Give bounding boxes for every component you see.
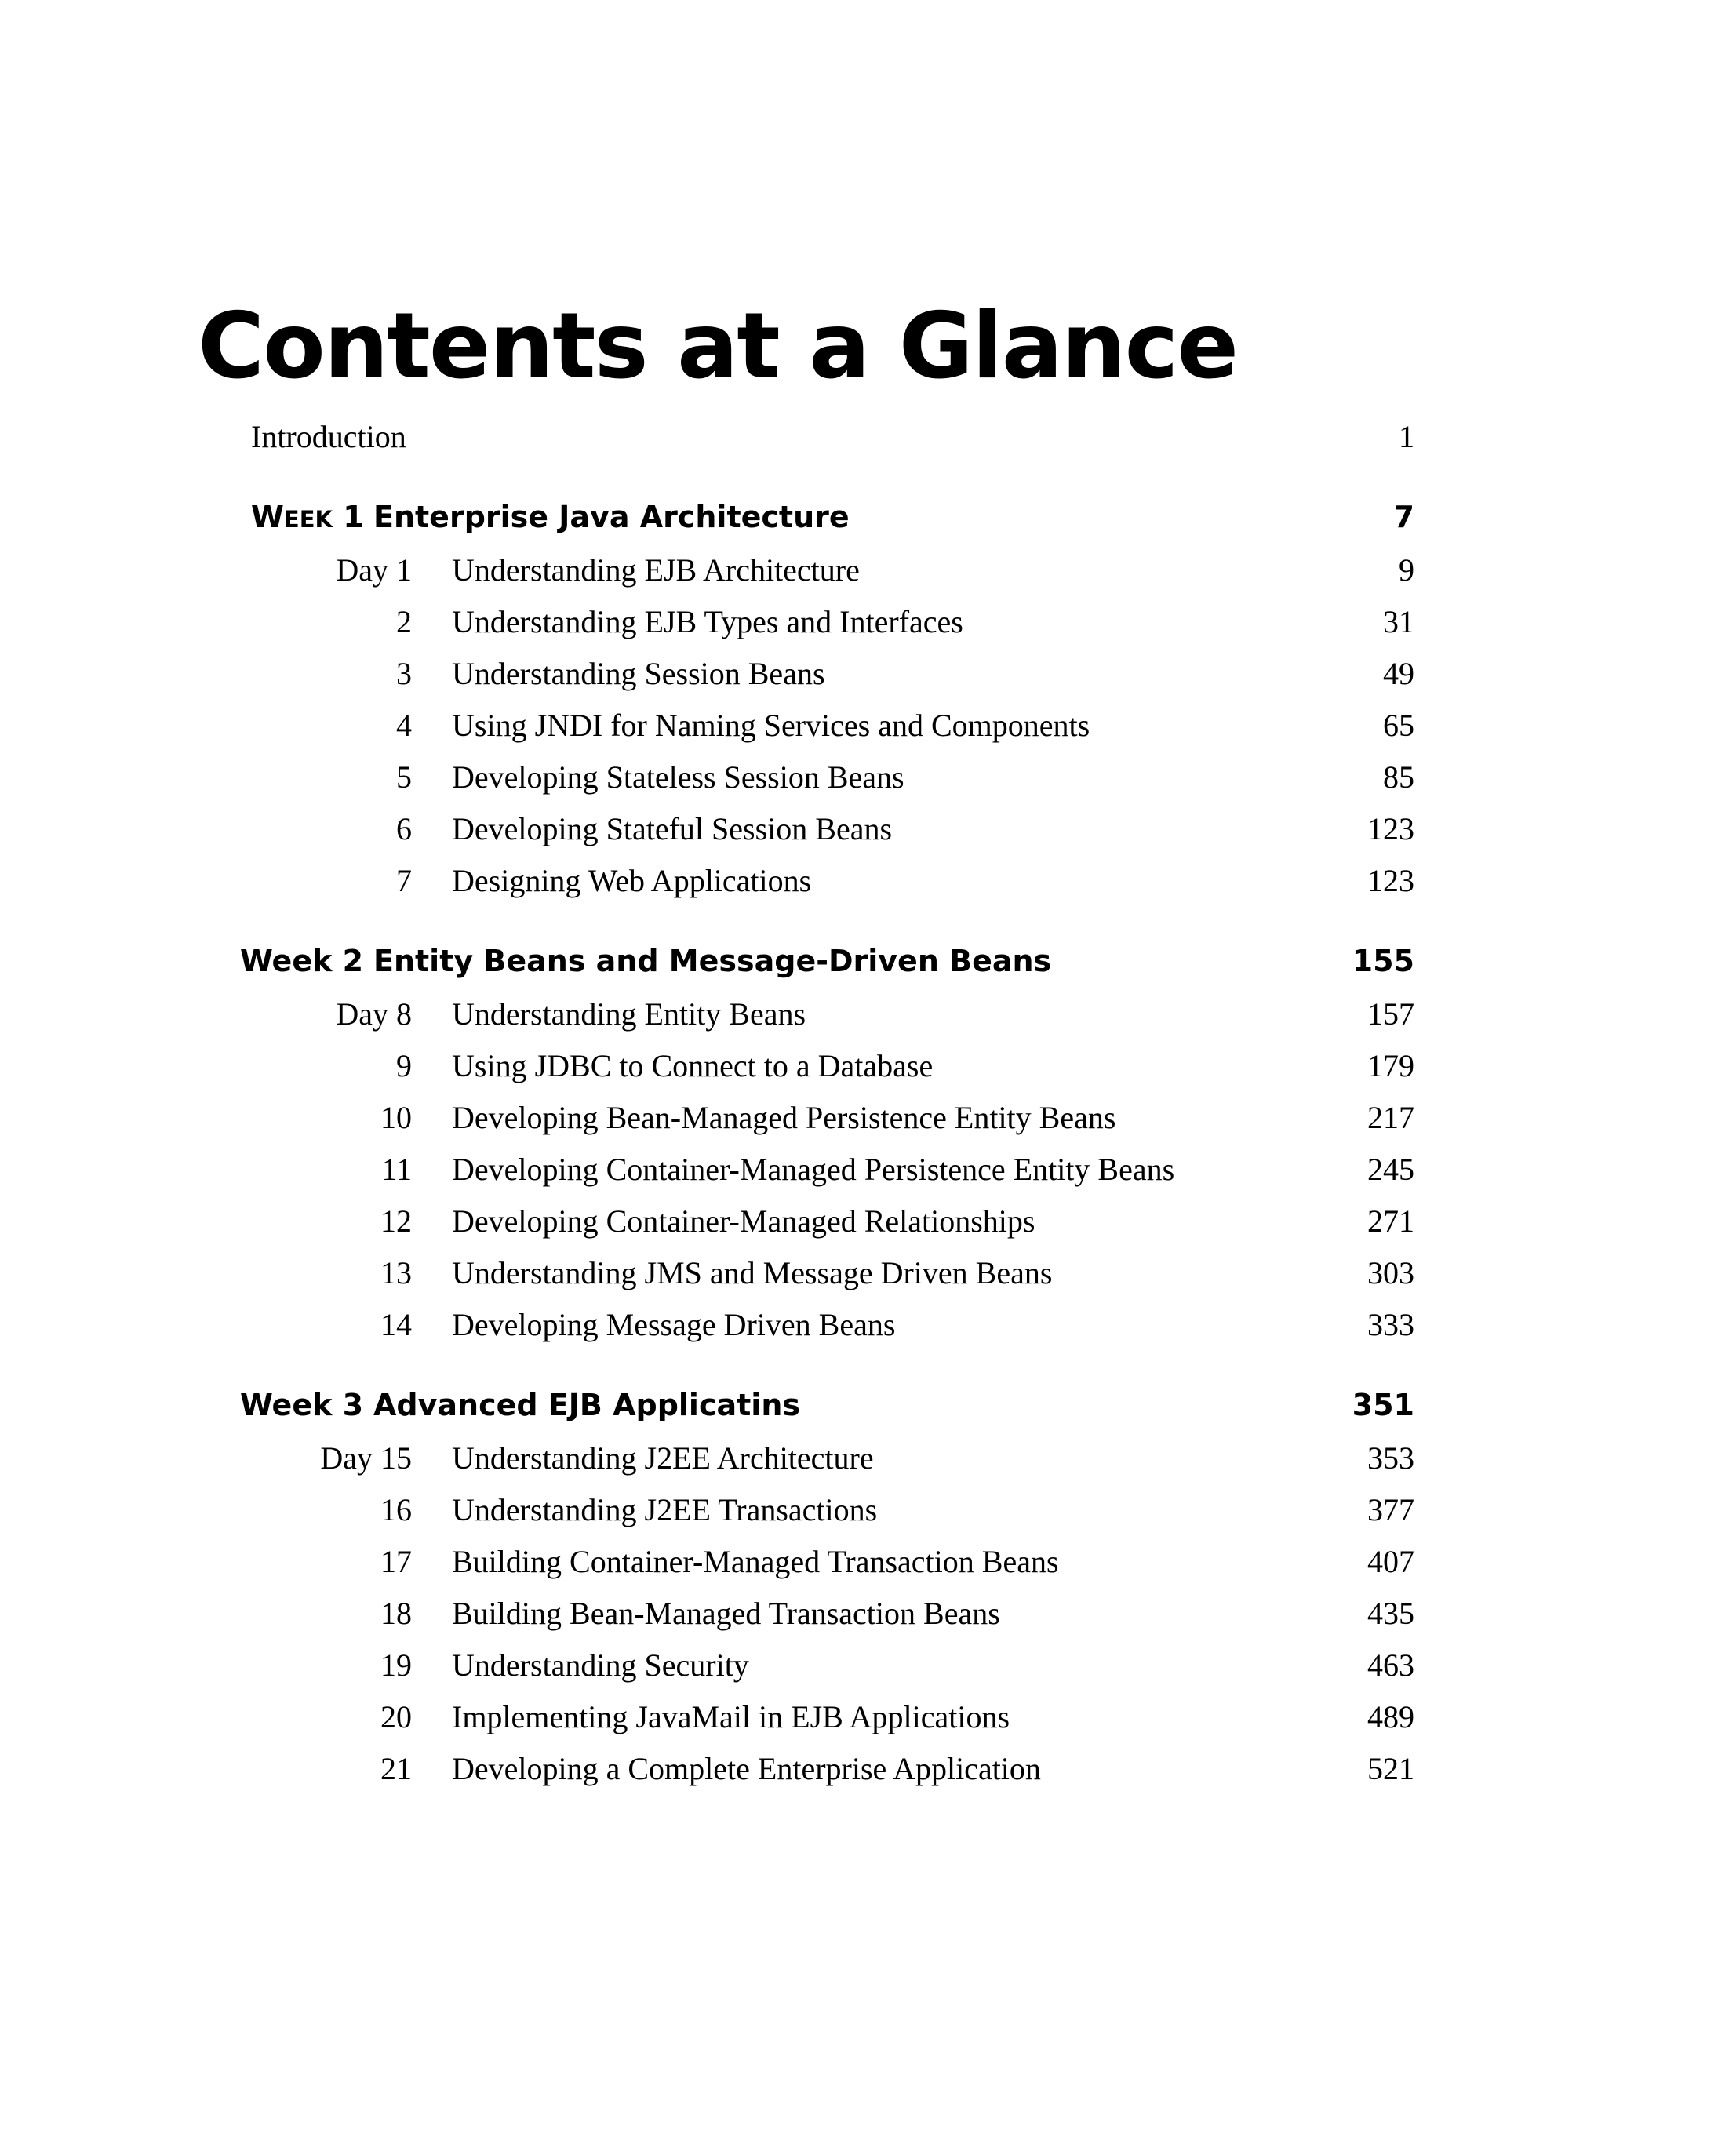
day-number: 2 [396,604,412,639]
day-title: Developing Stateful Session Beans [452,811,893,846]
toc-page-number: 377 [1367,1492,1414,1527]
day-title: Designing Web Applications [452,863,812,898]
toc-page-number: 245 [1367,1152,1414,1187]
toc-page-number: 521 [1367,1751,1414,1786]
day-number: Day 8 [336,996,412,1032]
day-title: Understanding J2EE Architecture [452,1440,874,1476]
day-title: Understanding JMS and Message Driven Beans [452,1255,1053,1290]
toc-page-number: 435 [1367,1596,1414,1631]
toc-day-entry[interactable] [0,1299,1736,1351]
week-label-number: 1 [343,500,364,534]
toc-page-number: 217 [1367,1100,1414,1135]
day-title: Building Bean-Managed Transaction Beans [452,1596,1000,1631]
day-number: 18 [380,1596,412,1631]
toc-day-entry[interactable] [0,1092,1736,1144]
toc-day-entry[interactable] [0,1432,1736,1484]
day-number: 5 [396,759,412,795]
week-title: Advanced EJB Applicatins [373,1388,800,1422]
toc-day-entry[interactable] [0,1743,1736,1795]
toc-day-entry[interactable] [0,855,1736,907]
toc-day-entry[interactable] [0,1536,1736,1588]
week-label-smallcaps: EEK [283,506,333,533]
day-title: Developing Bean-Managed Persistence Entity Beans [452,1100,1116,1135]
toc-day-entry[interactable] [0,596,1736,648]
toc-day-entry[interactable] [0,1196,1736,1247]
toc-page-number: 407 [1367,1544,1414,1579]
week-label [251,491,364,545]
toc-entry-title: Introduction [251,419,406,454]
toc-page-number: 85 [1383,759,1414,795]
toc-day-entry[interactable] [0,1247,1736,1299]
toc-page-number: 123 [1367,863,1414,898]
day-title: Understanding Entity Beans [452,996,806,1032]
toc-page-number: 271 [1367,1203,1414,1239]
toc-day-entry[interactable] [0,1040,1736,1092]
day-number: 20 [380,1699,412,1734]
toc-week-heading[interactable] [0,491,1736,543]
toc-day-entry[interactable] [0,988,1736,1040]
week-title: Enterprise Java Architecture [373,500,850,534]
toc-day-entry[interactable] [0,1484,1736,1536]
toc-page-number: 1 [1399,419,1414,454]
day-number: 17 [380,1544,412,1579]
toc-week-heading[interactable] [0,935,1736,987]
toc-day-entry[interactable] [0,700,1736,752]
toc-page-number: 49 [1383,656,1414,691]
toc-day-entry[interactable] [0,648,1736,700]
week-label: Week 3 [240,1388,364,1422]
day-title: Developing Container-Managed Persistence Entity Beans [452,1152,1175,1187]
day-number: 11 [381,1152,412,1187]
day-title: Developing a Complete Enterprise Application [452,1751,1041,1786]
toc-day-entry[interactable] [0,1144,1736,1196]
week-label-initial: W [251,500,284,534]
day-number: 16 [380,1492,412,1527]
day-title: Implementing JavaMail in EJB Applications [452,1699,1010,1734]
week-label: Week 2 [240,944,364,978]
toc-page-number: 9 [1399,552,1414,588]
day-title: Developing Container-Managed Relationships [452,1203,1035,1239]
toc-week-heading[interactable] [0,1379,1736,1431]
toc-page-number: 303 [1367,1255,1414,1290]
day-title: Understanding Session Beans [452,656,825,691]
day-title: Understanding EJB Types and Interfaces [452,604,963,639]
day-title: Building Container-Managed Transaction Beans [452,1544,1059,1579]
day-number: 19 [380,1647,412,1683]
day-title: Using JNDI for Naming Services and Components [452,708,1090,743]
day-number: Day 1 [336,552,412,588]
page-title: Contents at a Glance [198,293,1238,399]
day-number: 7 [396,863,412,898]
day-number: 21 [380,1751,412,1786]
toc-page-number: 31 [1383,604,1414,639]
day-title: Understanding Security [452,1647,749,1683]
day-title: Understanding EJB Architecture [452,552,860,588]
toc-day-entry[interactable] [0,752,1736,803]
toc-page-number: 179 [1367,1048,1414,1083]
day-title: Understanding J2EE Transactions [452,1492,878,1527]
toc-page-number: 157 [1367,996,1414,1032]
day-number: 14 [380,1307,412,1342]
toc-page-number: 463 [1367,1647,1414,1683]
toc-page-number: 489 [1367,1699,1414,1734]
day-number: 9 [396,1048,412,1083]
toc-entry-introduction[interactable] [0,411,1736,463]
toc-day-entry[interactable] [0,544,1736,596]
week-title: Entity Beans and Message-Driven Beans [373,944,1052,978]
toc-day-entry[interactable] [0,1588,1736,1640]
day-number: Day 15 [320,1440,412,1476]
day-number: 13 [380,1255,412,1290]
toc-page-number: 7 [1393,500,1414,534]
toc-page-number: 123 [1367,811,1414,846]
day-number: 4 [396,708,412,743]
toc-page-number: 65 [1383,708,1414,743]
toc-day-entry[interactable] [0,1691,1736,1743]
toc-day-entry[interactable] [0,1640,1736,1691]
toc-page-number: 155 [1352,944,1414,978]
day-number: 6 [396,811,412,846]
day-title: Developing Stateless Session Beans [452,759,904,795]
toc-page-number: 333 [1367,1307,1414,1342]
day-number: 10 [380,1100,412,1135]
day-number: 12 [380,1203,412,1239]
day-title: Developing Message Driven Beans [452,1307,896,1342]
toc-day-entry[interactable] [0,803,1736,855]
day-number: 3 [396,656,412,691]
day-title: Using JDBC to Connect to a Database [452,1048,934,1083]
toc-page-number: 353 [1367,1440,1414,1476]
toc-page-number: 351 [1352,1388,1414,1422]
